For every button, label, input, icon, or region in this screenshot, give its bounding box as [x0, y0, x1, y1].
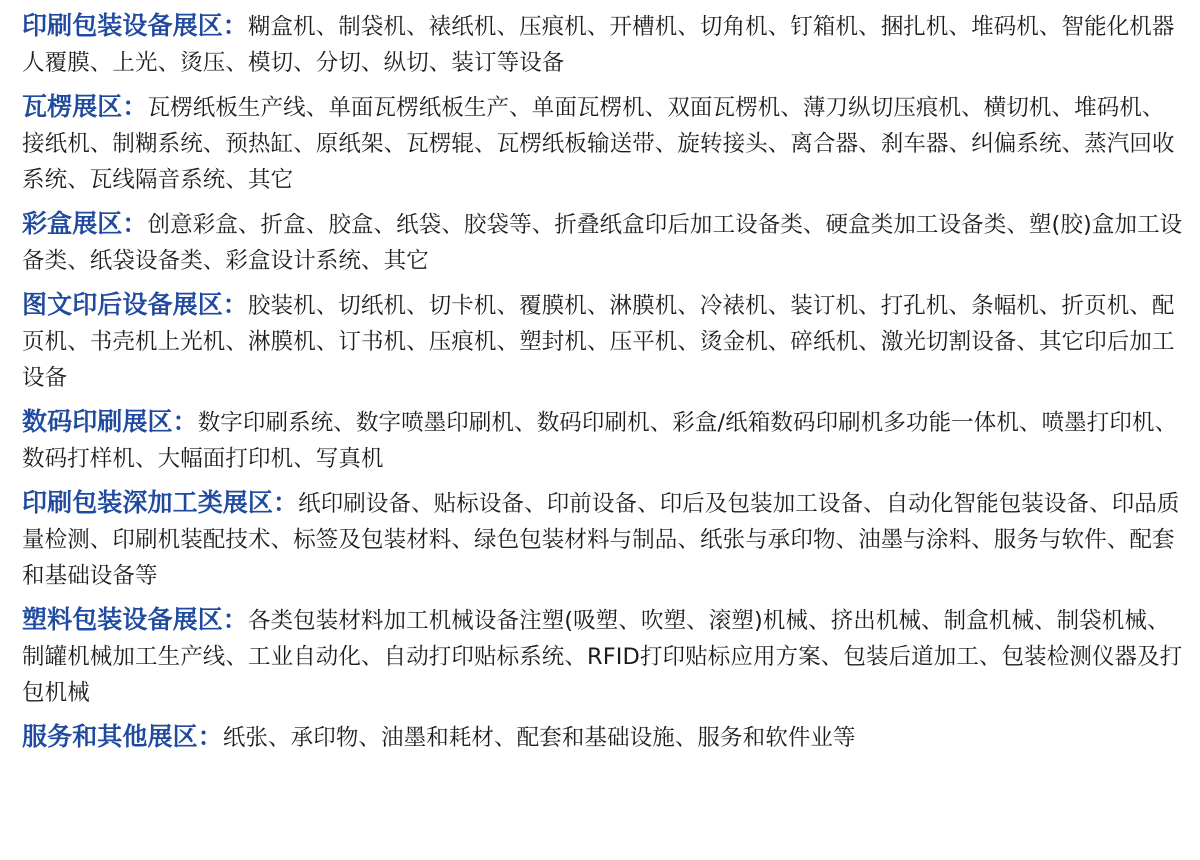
zone-printing-packaging-equipment: [22, 8, 1186, 81]
zone-post-press-equipment: [22, 287, 1186, 396]
zone-title: 印刷包装设备展区：: [22, 11, 248, 40]
zone-description: 纸张、承印物、油墨和耗材、配套和基础设施、服务和软件业等: [222, 725, 856, 751]
zone-description: 数字印刷系统、数字喷墨印刷机、数码印刷机、彩盒/纸箱数码印刷机多功能一体机、喷墨打印机、数码打样机、大幅面打印机、写真机: [22, 410, 1178, 472]
zone-description: 各类包装材料加工机械设备注塑(吸塑、吹塑、滚塑)机械、挤出机械、制盒机械、制袋机械、制罐机械加工生产线、工业自动化、自动打印贴标系统、RFID打印贴标应用方案、包装后道加工、包装检测仪器及打包机械: [22, 608, 1183, 706]
zone-digital-printing: [22, 404, 1186, 477]
zone-title: 彩盒展区：: [22, 209, 148, 238]
zone-title: 数码印刷展区：: [22, 407, 198, 436]
zone-title: 服务和其他展区：: [22, 722, 223, 751]
zone-title: 瓦楞展区：: [22, 92, 148, 121]
zone-title: 图文印后设备展区：: [22, 290, 248, 319]
zone-description: 创意彩盒、折盒、胶盒、纸袋、胶袋等、折叠纸盒印后加工设备类、硬盒类加工设备类、塑(胶)盒加工设备类、纸袋设备类、彩盒设计系统、其它: [22, 212, 1183, 274]
zone-deep-processing: [22, 485, 1186, 594]
zone-description: 瓦楞纸板生产线、单面瓦楞纸板生产、单面瓦楞机、双面瓦楞机、薄刀纵切压痕机、横切机、堆码机、接纸机、制糊系统、预热缸、原纸架、瓦楞辊、瓦楞纸板输送带、旋转接头、离合器、刹车器、纠偏系统、蒸汽回收系统、瓦线隔音系统、其它: [22, 95, 1175, 193]
zone-description: 胶装机、切纸机、切卡机、覆膜机、淋膜机、冷裱机、装订机、打孔机、条幅机、折页机、配页机、书壳机上光机、淋膜机、订书机、压痕机、塑封机、压平机、烫金机、碎纸机、激光切割设备、其它印后加工设备: [22, 293, 1175, 391]
zone-title: 印刷包装深加工类展区：: [22, 488, 299, 517]
zone-corrugated: [22, 89, 1186, 198]
zone-color-box: [22, 206, 1186, 279]
zone-services-and-other: [22, 719, 1186, 756]
zone-plastic-packaging-equipment: [22, 602, 1186, 711]
zone-description: 纸印刷设备、贴标设备、印前设备、印后及包装加工设备、自动化智能包装设备、印品质量检测、印刷机装配技术、标签及包装材料、绿色包装材料与制品、纸张与承印物、油墨与涂料、服务与软件、配套和基础设备等: [22, 491, 1180, 589]
zone-title: 塑料包装设备展区：: [22, 605, 248, 634]
zone-description: 糊盒机、制袋机、裱纸机、压痕机、开槽机、切角机、钉箱机、捆扎机、堆码机、智能化机器人覆膜、上光、烫压、模切、分切、纵切、装订等设备: [22, 14, 1175, 76]
